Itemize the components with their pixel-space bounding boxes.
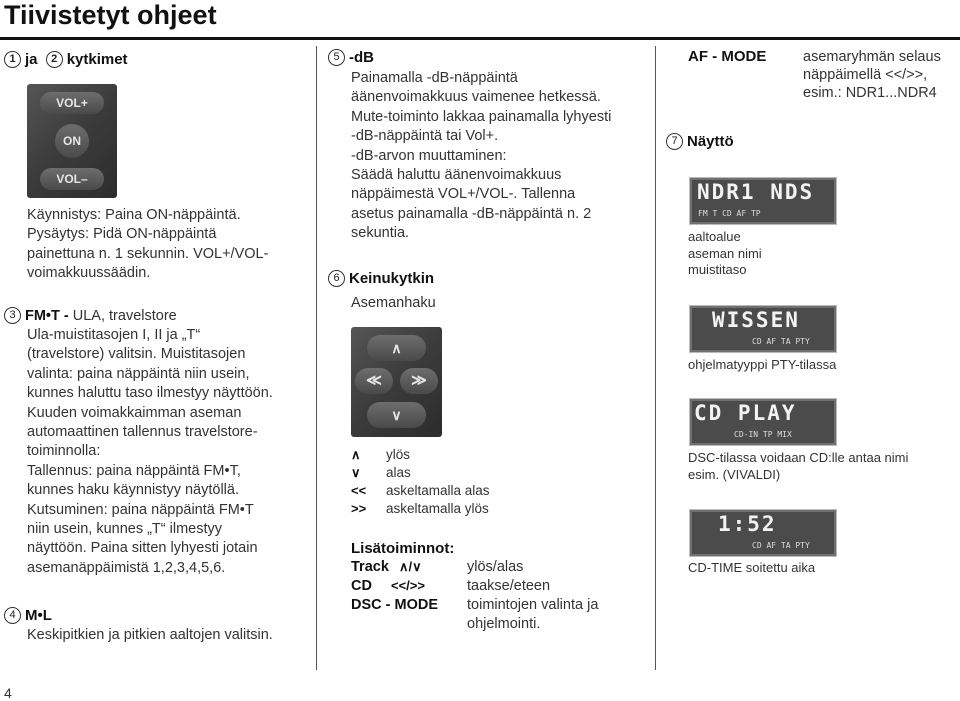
track-text: ylös/alas: [467, 559, 524, 575]
text-line: kunnes haku käynnistyy näytöllä.: [27, 482, 239, 499]
text-line: -dB-arvon muuttaminen:: [351, 147, 507, 164]
text-line: muistitaso: [688, 262, 747, 277]
section-3-title-rest: ULA, travelstore: [68, 308, 177, 324]
rocker-left-icon: ≪: [355, 368, 393, 394]
legend-row: [351, 465, 651, 483]
text-line: DSC-tilassa voidaan CD:lle antaa nimi: [688, 450, 909, 465]
vol-minus-button: VOL–: [40, 168, 104, 190]
vol-plus-button: VOL+: [40, 92, 104, 114]
circle-number-2: 2: [46, 51, 63, 68]
text-line: aaltoalue: [688, 229, 741, 244]
legend-row: [351, 501, 651, 519]
down-arrow-icon: ∨: [351, 465, 361, 480]
text-line: asemaryhmän selaus: [803, 49, 941, 65]
text-line: kunnes haluttu taso ilmestyy näyttöön.: [27, 385, 273, 402]
cd-arrows-icon: <</>>: [391, 578, 425, 593]
text-line: näyttöön. Paina sitten lyhyesti jotain: [27, 540, 258, 557]
section-1-heading: [4, 51, 128, 68]
column-divider-2: [655, 46, 656, 670]
legend-text: alas: [386, 465, 411, 480]
section-1-title: kytkimet: [66, 51, 128, 68]
section-6-subtitle: Asemanhaku: [351, 295, 436, 311]
column-divider-1: [316, 46, 317, 670]
section-4-text: Keskipitkien ja pitkien aaltojen valitsin.: [27, 627, 273, 643]
text-line: esim. (VIVALDI): [688, 466, 781, 482]
text-line: Pysäytys: Pidä ON-näppäintä: [27, 226, 217, 243]
lcd-main-text: CD PLAY: [694, 401, 797, 425]
text-line: äänenvoimakkuus vaimenee hetkessä.: [351, 89, 601, 106]
circle-number-6: 6: [328, 270, 345, 287]
and-word: ja: [25, 51, 38, 68]
text-line: Tallennus: paina näppäintä FM•T,: [27, 462, 241, 479]
lcd3-caption: [688, 450, 958, 483]
lcd-display-pty: [689, 305, 837, 353]
lcd-main-text: NDR1 NDS: [697, 180, 815, 204]
text-line: (travelstore) valitsin. Muistitasojen: [27, 346, 246, 363]
dsc-mode-text-cont: ohjelmointi.: [467, 616, 541, 632]
track-arrows-icon: ∧/∨: [399, 559, 422, 574]
text-line: automaattinen tallennus travelstore-: [27, 424, 258, 441]
cd-text: taakse/eteen: [467, 578, 551, 594]
section-1-text: [27, 206, 312, 284]
legend-row: [351, 483, 651, 501]
rocker-down-icon: ∨: [367, 402, 426, 428]
text-line: Säädä haluttu äänenvoimakkuus: [351, 167, 562, 184]
legend-row: [351, 447, 651, 465]
lcd2-caption: ohjelmatyyppi PTY-tilassa: [688, 357, 837, 372]
lcd-main-text: 1:52: [718, 512, 777, 536]
legend-text: ylös: [386, 447, 411, 462]
text-line: esim.: NDR1...NDR4: [803, 85, 937, 101]
lcd-indicators: CD AF TA PTY: [752, 337, 810, 346]
rocker-right-icon: ≫: [400, 368, 438, 394]
text-line: sekuntia.: [351, 225, 410, 242]
on-button: ON: [55, 124, 89, 158]
section-5-text: [351, 69, 651, 244]
text-line: Painamalla -dB-näppäintä: [351, 70, 518, 86]
section-6-title: Keinukytkin: [349, 270, 435, 287]
legend-text: askeltamalla alas: [386, 483, 490, 498]
lcd-main-text: WISSEN: [712, 308, 800, 332]
up-arrow-icon: ∧: [351, 447, 361, 462]
rocker-up-icon: ∧: [367, 335, 426, 361]
text-line: näppäimellä <</>>,: [803, 67, 928, 83]
circle-number-5: 5: [328, 49, 345, 66]
section-4-title: M•L: [25, 607, 52, 624]
section-3-title: FM•T -: [25, 308, 69, 324]
title-rule: [0, 37, 960, 40]
section-3-heading: [4, 307, 177, 326]
lcd-display-cd: [689, 398, 837, 446]
section-4-heading: [4, 607, 52, 625]
af-mode-heading: AF - MODE: [688, 48, 767, 65]
lcd-display-ndr: [689, 177, 837, 225]
extra-functions-table: [351, 558, 651, 638]
text-line: Kutsuminen: paina näppäintä FM•T: [27, 501, 254, 518]
text-line: valinta: paina näppäintä niin usein,: [27, 365, 250, 382]
section-7-title: Näyttö: [687, 133, 734, 150]
cd-label: CD: [351, 578, 372, 594]
text-line: niin usein, kunnes „T“ ilmestyy: [27, 521, 223, 538]
dsc-mode-label: DSC - MODE: [351, 597, 438, 613]
page-title: Tiivistetyt ohjeet: [4, 0, 217, 30]
text-line: voimakkuussäädin.: [27, 265, 151, 282]
af-mode-text: [803, 48, 958, 102]
section-7-heading: [666, 133, 734, 151]
rocker-switch-panel: [351, 327, 442, 437]
circle-number-7: 7: [666, 133, 683, 150]
lcd-indicators: CD-IN TP MIX: [734, 430, 792, 439]
lcd-display-time: [689, 509, 837, 557]
section-6-heading: [328, 270, 434, 288]
circle-number-3: 3: [4, 307, 21, 324]
volume-switch-panel: [27, 84, 117, 198]
text-line: asetus painamalla -dB-näppäintä n. 2: [351, 205, 592, 222]
section-5-title: -dB: [349, 49, 374, 66]
text-line: Mute-toiminto lakkaa painamalla lyhyesti: [351, 108, 612, 125]
text-line: aseman nimi: [688, 245, 762, 261]
text-line: asemanäppäimistä 1,2,3,4,5,6.: [27, 559, 226, 576]
section-3-text: [27, 326, 312, 578]
text-line: painettuna n. 1 sekunnin. VOL+/VOL-: [27, 245, 269, 262]
legend-text: askeltamalla ylös: [386, 501, 489, 516]
circle-number-1: 1: [4, 51, 21, 68]
rocker-legend: [351, 447, 651, 519]
step-down-icon: <<: [351, 483, 367, 498]
text-line: näppäimestä VOL+/VOL-. Tallenna: [351, 186, 576, 203]
lcd-indicators: CD AF TA PTY: [752, 541, 810, 550]
text-line: -dB-näppäintä tai Vol+.: [351, 128, 499, 145]
section-5-heading: [328, 49, 374, 67]
text-line: Käynnistys: Paina ON-näppäintä.: [27, 207, 241, 223]
circle-number-4: 4: [4, 607, 21, 624]
track-label: Track: [351, 559, 389, 575]
lcd1-caption: [688, 229, 762, 279]
lcd4-caption: CD-TIME soitettu aika: [688, 560, 816, 575]
dsc-mode-text: toimintojen valinta ja: [467, 597, 599, 613]
text-line: toiminnolla:: [27, 443, 101, 460]
page-number: 4: [4, 685, 12, 701]
text-line: Kuuden voimakkaimman aseman: [27, 404, 242, 421]
step-up-icon: >>: [351, 501, 367, 516]
text-line: Ula-muistitasojen I, II ja „T“: [27, 327, 201, 343]
lcd-indicators: FM T CD AF TP: [698, 209, 761, 218]
extra-functions-heading: Lisätoiminnot:: [351, 540, 455, 557]
